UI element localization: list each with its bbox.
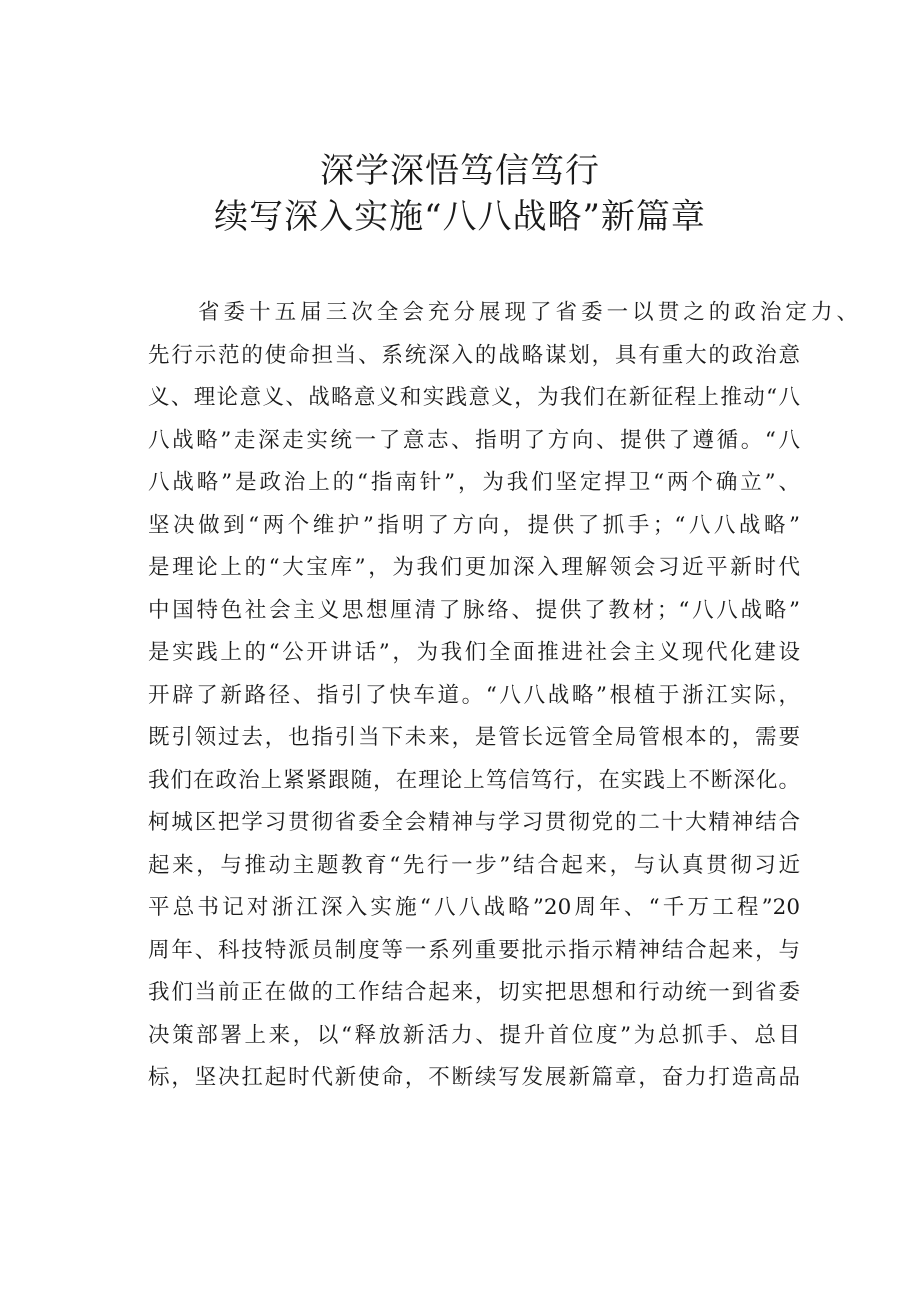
body-line: 我们当前正在做的工作结合起来，切实把思想和行动统一到省委 [148,980,800,1005]
body-line: 平总书记对浙江深入实施“八八战略”20周年、“千万工程”20 [148,895,800,920]
body-line: 既引领过去，也指引当下未来，是管长远管全局管根本的，需要 [148,725,800,750]
body-line: 柯城区把学习贯彻省委全会精神与学习贯彻党的二十大精神结合 [148,810,800,835]
body-line: 是实践上的“公开讲话”，为我们全面推进社会主义现代化建设 [148,640,800,665]
title-line-1: 深学深悟笃信笃行 [320,151,600,191]
body-line: 八战略”走深走实统一了意志、指明了方向、提供了遵循。“八 [148,427,800,453]
body-line: 起来，与推动主题教育“先行一步”结合起来，与认真贯彻习近 [148,852,800,878]
body-line: 是理论上的“大宝库”，为我们更加深入理解领会习近平新时代 [148,555,800,580]
body-line: 决策部署上来，以“释放新活力、提升首位度”为总抓手、总目 [148,1022,800,1048]
body-line: 中国特色社会主义思想厘清了脉络、提供了教材；“八八战略” [148,597,800,623]
body-line: 义、理论意义、战略意义和实践意义，为我们在新征程上推动“八 [148,385,800,410]
body-line: 省委十五届三次全会充分展现了省委一以贯之的政治定力、 [198,300,858,325]
body-paragraph [148,292,858,1100]
body-line: 先行示范的使命担当、系统深入的战略谋划，具有重大的政治意 [148,342,800,368]
body-line: 开辟了新路径、指引了快车道。“八八战略”根植于浙江实际， [148,682,800,708]
document-title [0,148,920,240]
body-line: 周年、科技特派员制度等一系列重要批示指示精神结合起来，与 [148,937,800,963]
body-line: 八战略”是政治上的“指南针”，为我们坚定捍卫“两个确立”、 [148,470,800,495]
title-line-2: 续写深入实施“八八战略”新篇章 [214,197,706,237]
body-line: 标，坚决扛起时代新使命，不断续写发展新篇章，奋力打造高品 [148,1065,800,1090]
body-line: 我们在政治上紧紧跟随，在理论上笃信笃行，在实践上不断深化。 [148,767,800,793]
body-line: 坚决做到“两个维护”指明了方向，提供了抓手；“八八战略” [148,512,800,538]
